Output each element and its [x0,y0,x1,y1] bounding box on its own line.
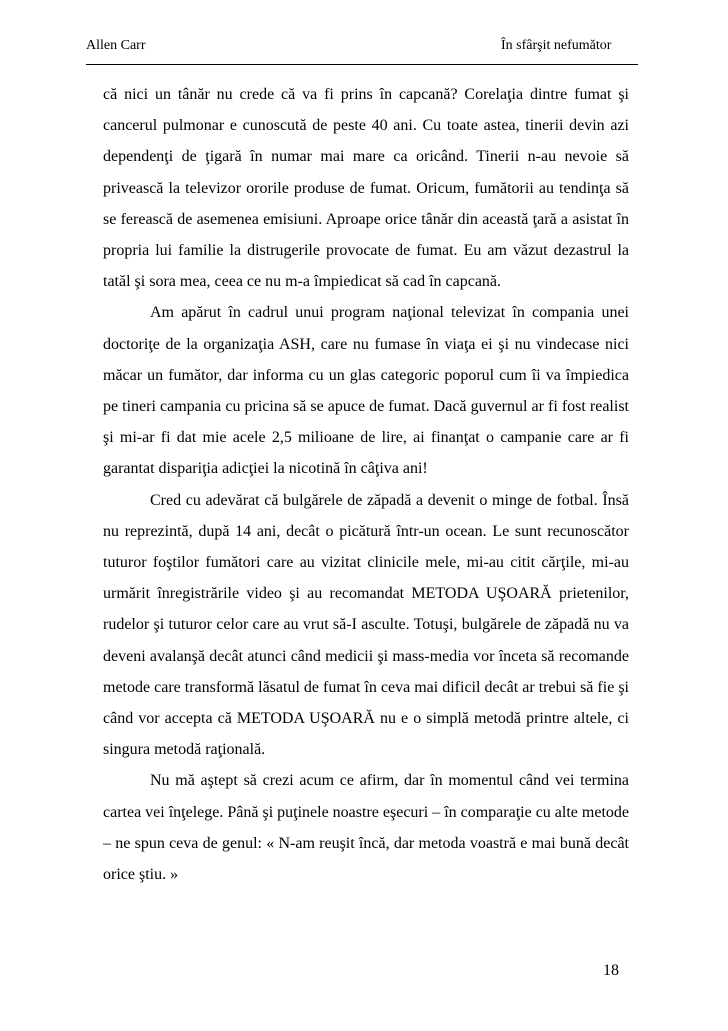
paragraph-3: Cred cu adevărat că bulgărele de zăpadă a devenit o minge de fotbal. Însă nu reprezintă, după 14 ani, decât o picătură într-un ocean. Le sunt recunoscător tuturor foştilor fumători care au vizitat clinicile mele, mi-au citit cărţile, mi-au urmărit înregistrările video şi au recomandat METODA UŞOARĂ prietenilor, rudelor şi tuturor celor care au vrut să-I asculte. Totuşi, bulgărele de zăpadă nu va deveni avalanşă decât atunci când medicii şi mass-media vor înceta să recomande metode care transformă lăsatul de fumat în ceva mai dificil decât ar trebui să fie şi când vor accepta că METODA UŞOARĂ nu e o simplă metodă printre altele, ci singura metodă raţională. [103,491,629,759]
paragraph-1: că nici un tânăr nu crede că va fi prins în capcană? Corelaţia dintre fumat şi cancerul pulmonar e cunoscută de peste 40 ani. Cu toate astea, tinerii devin azi dependenţi de ţigară în numar mai mare ca oricând. Tinerii n-au nevoie să privească la televizor ororile produse de fumat. Oricum, fumătorii au tendinţa să se ferească de asemenea emisiuni. Aproape orice tânăr din această ţară a asistat în propria lui familie la distrugerile provocate de fumat. Eu am văzut dezastrul la tatăl şi sora mea, ceea ce nu m-a împiedicat să cad în capcană. [103,86,629,291]
header-divider [86,64,638,65]
page-body [103,79,629,890]
page-number: 18 [603,962,619,979]
paragraph-4: Nu mă aştept să crezi acum ce afirm, dar în momentul când vei termina cartea vei înţelege. Până şi puţinele noastre eşecuri – în comparaţie cu alte metode – ne spun ceva de genul: « N-am reuşit încă, dar metoda voastră e mai bună decât orice ştiu. » [103,772,629,884]
header-author: Allen Carr [86,38,146,53]
paragraph-2: Am apărut în cadrul unui program naţional televizat în compania unei doctoriţe de la organizaţia ASH, care nu fumase în viaţa ei şi nu vindecase nici măcar un fumător, dar informa cu un glas categoric poporul cum îi va împiedica pe tineri campania cu pricina să se apuce de fumat. Dacă guvernul ar fi fost realist şi mi-ar fi dat mie acele 2,5 milioane de lire, ai finanţat o campanie care ar fi garantat dispariţia adicţiei la nicotină în câţiva ani! [103,304,629,478]
header-book-title: În sfârşit nefumător [501,38,612,53]
